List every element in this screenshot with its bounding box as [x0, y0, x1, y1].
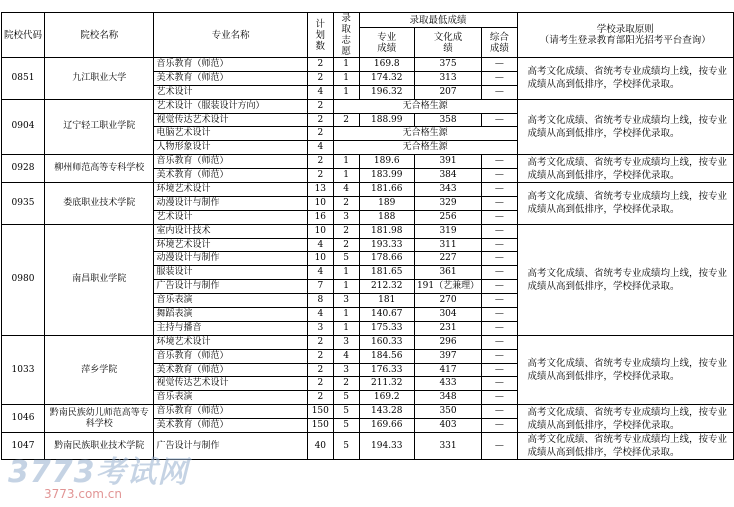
volunteer: 5: [333, 405, 359, 419]
volunteer: 1: [333, 321, 359, 335]
comp-score: —: [482, 113, 517, 127]
cul-score: 350: [414, 405, 481, 419]
volunteer: 2: [333, 196, 359, 210]
volunteer: 1: [333, 308, 359, 322]
cul-score: 207: [414, 85, 481, 99]
admission-table: [1, 12, 734, 460]
pro-score: 174.32: [359, 71, 414, 85]
cul-score: 313: [414, 71, 481, 85]
plan-count: 10: [307, 196, 333, 210]
volunteer: 5: [333, 433, 359, 460]
major-name: 美术教育（师范）: [154, 169, 307, 183]
cul-score: 331: [414, 433, 481, 460]
pro-score: 181: [359, 294, 414, 308]
major-name: 环境艺术设计: [154, 183, 307, 197]
cul-score: 348: [414, 391, 481, 405]
header-plan: 计划数: [307, 13, 333, 58]
pro-score: 181.98: [359, 224, 414, 238]
plan-count: 10: [307, 252, 333, 266]
plan-count: 2: [307, 335, 333, 349]
school-name: 南昌职业学院: [45, 224, 154, 335]
comp-score: —: [482, 266, 517, 280]
pro-score: 143.28: [359, 405, 414, 419]
admission-rule: 高考文化成绩、省统考专业成绩均上线，按专业成绩从高到低排序，学校择优录取。: [517, 405, 733, 433]
school-code: 0904: [2, 99, 45, 155]
volunteer: 4: [333, 349, 359, 363]
plan-count: 2: [307, 391, 333, 405]
cul-score: 329: [414, 196, 481, 210]
cul-score: 304: [414, 308, 481, 322]
pro-score: 189.6: [359, 155, 414, 169]
pro-score: 183.99: [359, 169, 414, 183]
plan-count: 4: [307, 85, 333, 99]
school-code: 1046: [2, 405, 45, 433]
major-name: 音乐教育（师范）: [154, 155, 307, 169]
pro-score: 169.66: [359, 419, 414, 433]
comp-score: —: [482, 335, 517, 349]
major-name: 音乐表演: [154, 294, 307, 308]
plan-count: 2: [307, 155, 333, 169]
pro-score: 196.32: [359, 85, 414, 99]
plan-count: 4: [307, 141, 333, 155]
header-volunteer: 录取志愿: [333, 13, 359, 58]
major-name: 电脑艺术设计: [154, 127, 307, 141]
cul-score: 343: [414, 183, 481, 197]
admission-rule: 高考文化成绩、省统考专业成绩均上线，按专业成绩从高到低排序，学校择优录取。: [517, 224, 733, 335]
header-rule: [517, 13, 733, 58]
plan-count: 150: [307, 419, 333, 433]
comp-score: —: [482, 252, 517, 266]
plan-count: 2: [307, 169, 333, 183]
pro-score: 169.8: [359, 58, 414, 72]
comp-score: —: [482, 391, 517, 405]
table-row: [2, 183, 734, 197]
major-name: 艺术设计（服装设计方向）: [154, 99, 307, 113]
pro-score: 140.67: [359, 308, 414, 322]
plan-count: 40: [307, 433, 333, 460]
major-name: 环境艺术设计: [154, 335, 307, 349]
comp-score: —: [482, 363, 517, 377]
comp-score: —: [482, 377, 517, 391]
school-name: 黔南民族职业技术学院: [45, 433, 154, 460]
comp-score: —: [482, 280, 517, 294]
school-code: 0935: [2, 183, 45, 225]
no-qualified-note: 无合格生源: [333, 141, 517, 155]
volunteer: 2: [333, 377, 359, 391]
school-name: 娄底职业技术学院: [45, 183, 154, 225]
major-name: 主持与播音: [154, 321, 307, 335]
major-name: 广告设计与制作: [154, 280, 307, 294]
comp-score: —: [482, 85, 517, 99]
plan-count: 4: [307, 238, 333, 252]
comp-score: —: [482, 71, 517, 85]
school-name: 柳州师范高等专科学校: [45, 155, 154, 183]
pro-score: 193.33: [359, 238, 414, 252]
major-name: 视觉传达艺术设计: [154, 377, 307, 391]
major-name: 美术教育（师范）: [154, 419, 307, 433]
volunteer: 4: [333, 183, 359, 197]
plan-count: 150: [307, 405, 333, 419]
header-school: 院校名称: [45, 13, 154, 58]
header-comp-score: 综合成绩: [482, 28, 517, 58]
school-code: 1033: [2, 335, 45, 404]
plan-count: 10: [307, 224, 333, 238]
volunteer: 1: [333, 71, 359, 85]
comp-score: —: [482, 238, 517, 252]
cul-score: 375: [414, 58, 481, 72]
watermark-logo: 3773考试网: [8, 455, 189, 490]
major-name: 动漫设计与制作: [154, 196, 307, 210]
cul-score: 270: [414, 294, 481, 308]
cul-score: 319: [414, 224, 481, 238]
volunteer: 3: [333, 210, 359, 224]
admission-rule: 高考文化成绩、省统考专业成绩均上线，按专业成绩从高到低排序，学校择优录取。: [517, 155, 733, 183]
major-name: 艺术设计: [154, 210, 307, 224]
plan-count: 16: [307, 210, 333, 224]
volunteer: 5: [333, 252, 359, 266]
comp-score: —: [482, 405, 517, 419]
table-row: [2, 99, 734, 113]
comp-score: —: [482, 224, 517, 238]
table-row: [2, 224, 734, 238]
table-row: [2, 405, 734, 419]
table-body: [2, 58, 734, 460]
comp-score: —: [482, 210, 517, 224]
major-name: 美术教育（师范）: [154, 363, 307, 377]
comp-score: —: [482, 58, 517, 72]
volunteer: 2: [333, 224, 359, 238]
plan-count: 2: [307, 349, 333, 363]
comp-score: —: [482, 183, 517, 197]
cul-score: 231: [414, 321, 481, 335]
header-major: 专业名称: [154, 13, 307, 58]
volunteer: 3: [333, 363, 359, 377]
pro-score: 188.99: [359, 113, 414, 127]
school-code: 1047: [2, 433, 45, 460]
pro-score: 175.33: [359, 321, 414, 335]
comp-score: —: [482, 196, 517, 210]
admission-rule: 高考文化成绩、省统考专业成绩均上线，按专业成绩从高到低排序，学校择优录取。: [517, 335, 733, 404]
volunteer: 3: [333, 335, 359, 349]
cul-score: 256: [414, 210, 481, 224]
pro-score: 176.33: [359, 363, 414, 377]
school-code: 0928: [2, 155, 45, 183]
comp-score: —: [482, 349, 517, 363]
no-qualified-note: 无合格生源: [333, 99, 517, 113]
comp-score: —: [482, 155, 517, 169]
plan-count: 2: [307, 363, 333, 377]
plan-count: 4: [307, 266, 333, 280]
plan-count: 2: [307, 127, 333, 141]
pro-score: 169.2: [359, 391, 414, 405]
major-name: 环境艺术设计: [154, 238, 307, 252]
plan-count: 7: [307, 280, 333, 294]
header-rule-title: 学校录取原则: [596, 24, 654, 35]
comp-score: —: [482, 169, 517, 183]
pro-score: 194.33: [359, 433, 414, 460]
pro-score: 189: [359, 196, 414, 210]
major-name: 室内设计技术: [154, 224, 307, 238]
cul-score: 403: [414, 419, 481, 433]
volunteer: 1: [333, 280, 359, 294]
major-name: 服装设计: [154, 266, 307, 280]
pro-score: 181.66: [359, 183, 414, 197]
plan-count: 2: [307, 99, 333, 113]
major-name: 舞蹈表演: [154, 308, 307, 322]
pro-score: 160.33: [359, 335, 414, 349]
comp-score: —: [482, 433, 517, 460]
cul-score: 358: [414, 113, 481, 127]
table-row: [2, 433, 734, 460]
cul-score: 227: [414, 252, 481, 266]
volunteer: 2: [333, 113, 359, 127]
cul-score: 191（艺兼理）: [414, 280, 481, 294]
comp-score: —: [482, 419, 517, 433]
cul-score: 417: [414, 363, 481, 377]
comp-score: —: [482, 321, 517, 335]
admission-rule: 高考文化成绩、省统考专业成绩均上线，按专业成绩从高到低排序，学校择优录取。: [517, 433, 733, 460]
cul-score: 433: [414, 377, 481, 391]
volunteer: 1: [333, 85, 359, 99]
cul-score: 397: [414, 349, 481, 363]
school-code: 0980: [2, 224, 45, 335]
no-qualified-note: 无合格生源: [333, 127, 517, 141]
plan-count: 3: [307, 321, 333, 335]
volunteer: 1: [333, 155, 359, 169]
plan-count: 4: [307, 308, 333, 322]
cul-score: 391: [414, 155, 481, 169]
pro-score: 184.56: [359, 349, 414, 363]
volunteer: 1: [333, 169, 359, 183]
major-name: 音乐表演: [154, 391, 307, 405]
header-min-score: 录取最低成绩: [359, 13, 517, 28]
header-cul-score: 文化成绩: [414, 28, 481, 58]
header-pro-score: 专业成绩: [359, 28, 414, 58]
volunteer: 3: [333, 294, 359, 308]
major-name: 人物形象设计: [154, 141, 307, 155]
school-name: 黔南民族幼儿师范高等专科学校: [45, 405, 154, 433]
header-code: 院校代码: [2, 13, 45, 58]
major-name: 音乐教育（师范）: [154, 405, 307, 419]
plan-count: 2: [307, 377, 333, 391]
major-name: 音乐教育（师范）: [154, 349, 307, 363]
table-row: [2, 335, 734, 349]
header-rule-subtitle: （请考生登录教育部阳光招考平台查询）: [539, 35, 711, 46]
volunteer: 1: [333, 266, 359, 280]
admission-rule: 高考文化成绩、省统考专业成绩均上线，按专业成绩从高到低排序，学校择优录取。: [517, 183, 733, 225]
volunteer: 1: [333, 58, 359, 72]
volunteer: 5: [333, 391, 359, 405]
cul-score: 311: [414, 238, 481, 252]
major-name: 视觉传达艺术设计: [154, 113, 307, 127]
volunteer: 5: [333, 419, 359, 433]
major-name: 动漫设计与制作: [154, 252, 307, 266]
school-name: 萍乡学院: [45, 335, 154, 404]
admission-rule: 高考文化成绩、省统考专业成绩均上线，按专业成绩从高到低排序，学校择优录取。: [517, 99, 733, 155]
plan-count: 2: [307, 71, 333, 85]
school-name: 九江职业大学: [45, 58, 154, 100]
volunteer: 2: [333, 238, 359, 252]
cul-score: 384: [414, 169, 481, 183]
pro-score: 188: [359, 210, 414, 224]
table-row: [2, 58, 734, 72]
comp-score: —: [482, 294, 517, 308]
major-name: 音乐教育（师范）: [154, 58, 307, 72]
pro-score: 181.65: [359, 266, 414, 280]
admission-rule: 高考文化成绩、省统考专业成绩均上线，按专业成绩从高到低排序，学校择优录取。: [517, 58, 733, 100]
plan-count: 2: [307, 113, 333, 127]
table-row: [2, 155, 734, 169]
plan-count: 2: [307, 58, 333, 72]
plan-count: 8: [307, 294, 333, 308]
major-name: 广告设计与制作: [154, 433, 307, 460]
plan-count: 13: [307, 183, 333, 197]
pro-score: 212.32: [359, 280, 414, 294]
pro-score: 211.32: [359, 377, 414, 391]
school-code: 0851: [2, 58, 45, 100]
comp-score: —: [482, 308, 517, 322]
cul-score: 296: [414, 335, 481, 349]
major-name: 美术教育（师范）: [154, 71, 307, 85]
pro-score: 178.66: [359, 252, 414, 266]
major-name: 艺术设计: [154, 85, 307, 99]
watermark-url: 3773.com.cn: [44, 487, 122, 501]
cul-score: 361: [414, 266, 481, 280]
school-name: 辽宁轻工职业学院: [45, 99, 154, 155]
